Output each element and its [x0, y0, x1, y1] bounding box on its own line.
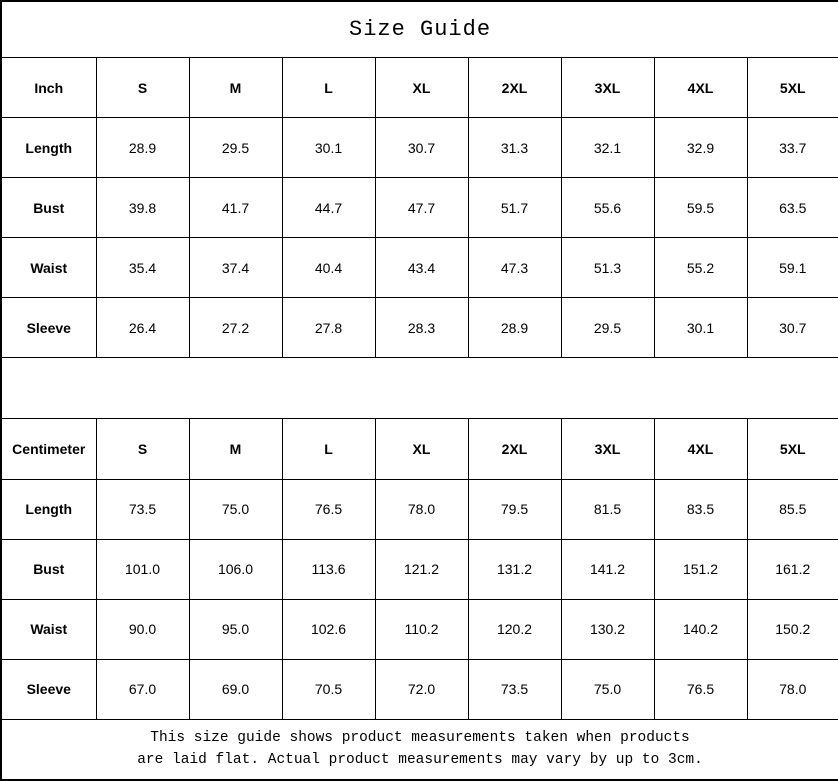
cell: 32.9 — [654, 118, 747, 178]
title-row — [1, 1, 838, 58]
footer-note — [1, 719, 838, 780]
cell: 63.5 — [747, 178, 838, 238]
inch-length-row — [1, 118, 838, 178]
cell: 78.0 — [747, 659, 838, 719]
cell: 78.0 — [375, 479, 468, 539]
inch-size-header-l: L — [282, 58, 375, 118]
cell: 35.4 — [96, 238, 189, 298]
cell: 27.2 — [189, 298, 282, 358]
cm-size-header-5xl: 5XL — [747, 419, 838, 479]
inch-size-header-3xl: 3XL — [561, 58, 654, 118]
row-label: Length — [1, 479, 96, 539]
cell: 28.9 — [96, 118, 189, 178]
spacer-row — [1, 358, 838, 419]
row-label: Sleeve — [1, 298, 96, 358]
cell: 151.2 — [654, 539, 747, 599]
cell: 102.6 — [282, 599, 375, 659]
cell: 28.9 — [468, 298, 561, 358]
cell: 30.7 — [375, 118, 468, 178]
cell: 73.5 — [96, 479, 189, 539]
cell: 95.0 — [189, 599, 282, 659]
cm-sleeve-row — [1, 659, 838, 719]
cell: 85.5 — [747, 479, 838, 539]
cell: 51.3 — [561, 238, 654, 298]
row-label: Sleeve — [1, 659, 96, 719]
cm-bust-row — [1, 539, 838, 599]
cm-waist-row — [1, 599, 838, 659]
cell: 27.8 — [282, 298, 375, 358]
inch-size-header-4xl: 4XL — [654, 58, 747, 118]
cell: 47.3 — [468, 238, 561, 298]
cm-header-row — [1, 419, 838, 479]
cell: 110.2 — [375, 599, 468, 659]
inch-size-header-s: S — [96, 58, 189, 118]
cm-size-header-3xl: 3XL — [561, 419, 654, 479]
cm-size-header-2xl: 2XL — [468, 419, 561, 479]
cell: 161.2 — [747, 539, 838, 599]
cell: 40.4 — [282, 238, 375, 298]
cell: 39.8 — [96, 178, 189, 238]
inch-size-header-5xl: 5XL — [747, 58, 838, 118]
cell: 106.0 — [189, 539, 282, 599]
footer-note-line1: This size guide shows product measurements taken when products — [150, 729, 690, 746]
inch-bust-row — [1, 178, 838, 238]
cell: 69.0 — [189, 659, 282, 719]
cm-length-row — [1, 479, 838, 539]
cell: 81.5 — [561, 479, 654, 539]
cell: 150.2 — [747, 599, 838, 659]
cell: 47.7 — [375, 178, 468, 238]
cell: 90.0 — [96, 599, 189, 659]
cell: 28.3 — [375, 298, 468, 358]
cell: 29.5 — [561, 298, 654, 358]
cell: 76.5 — [654, 659, 747, 719]
cell: 30.1 — [654, 298, 747, 358]
cell: 30.1 — [282, 118, 375, 178]
row-label: Waist — [1, 238, 96, 298]
cm-size-header-s: S — [96, 419, 189, 479]
inch-size-header-m: M — [189, 58, 282, 118]
cm-size-header-m: M — [189, 419, 282, 479]
cell: 75.0 — [561, 659, 654, 719]
cell: 55.6 — [561, 178, 654, 238]
cm-size-header-xl: XL — [375, 419, 468, 479]
cell: 26.4 — [96, 298, 189, 358]
cm-unit-label: Centimeter — [1, 419, 96, 479]
cell: 31.3 — [468, 118, 561, 178]
cell: 59.1 — [747, 238, 838, 298]
inch-sleeve-row — [1, 298, 838, 358]
row-label: Bust — [1, 539, 96, 599]
footer-note-line2: are laid flat. Actual product measurements may vary by up to 3cm. — [137, 752, 703, 769]
cell: 76.5 — [282, 479, 375, 539]
cell: 83.5 — [654, 479, 747, 539]
cell: 72.0 — [375, 659, 468, 719]
cell: 113.6 — [282, 539, 375, 599]
cell: 37.4 — [189, 238, 282, 298]
cell: 55.2 — [654, 238, 747, 298]
footer-row — [1, 719, 838, 780]
cell: 43.4 — [375, 238, 468, 298]
inch-header-row — [1, 58, 838, 118]
inch-unit-label: Inch — [1, 58, 96, 118]
cm-size-header-4xl: 4XL — [654, 419, 747, 479]
inch-waist-row — [1, 238, 838, 298]
cell: 30.7 — [747, 298, 838, 358]
row-label: Bust — [1, 178, 96, 238]
cell: 79.5 — [468, 479, 561, 539]
cell: 70.5 — [282, 659, 375, 719]
cell: 59.5 — [654, 178, 747, 238]
cell: 41.7 — [189, 178, 282, 238]
cell: 121.2 — [375, 539, 468, 599]
cell: 141.2 — [561, 539, 654, 599]
spacer-cell — [1, 358, 838, 419]
cell: 29.5 — [189, 118, 282, 178]
cm-size-header-l: L — [282, 419, 375, 479]
cell: 120.2 — [468, 599, 561, 659]
cell: 67.0 — [96, 659, 189, 719]
cell: 51.7 — [468, 178, 561, 238]
page-title: Size Guide — [1, 1, 838, 58]
cell: 131.2 — [468, 539, 561, 599]
cell: 73.5 — [468, 659, 561, 719]
cell: 75.0 — [189, 479, 282, 539]
inch-size-header-xl: XL — [375, 58, 468, 118]
cell: 32.1 — [561, 118, 654, 178]
cell: 140.2 — [654, 599, 747, 659]
row-label: Waist — [1, 599, 96, 659]
cell: 101.0 — [96, 539, 189, 599]
row-label: Length — [1, 118, 96, 178]
inch-size-header-2xl: 2XL — [468, 58, 561, 118]
cell: 33.7 — [747, 118, 838, 178]
cell: 44.7 — [282, 178, 375, 238]
cell: 130.2 — [561, 599, 654, 659]
